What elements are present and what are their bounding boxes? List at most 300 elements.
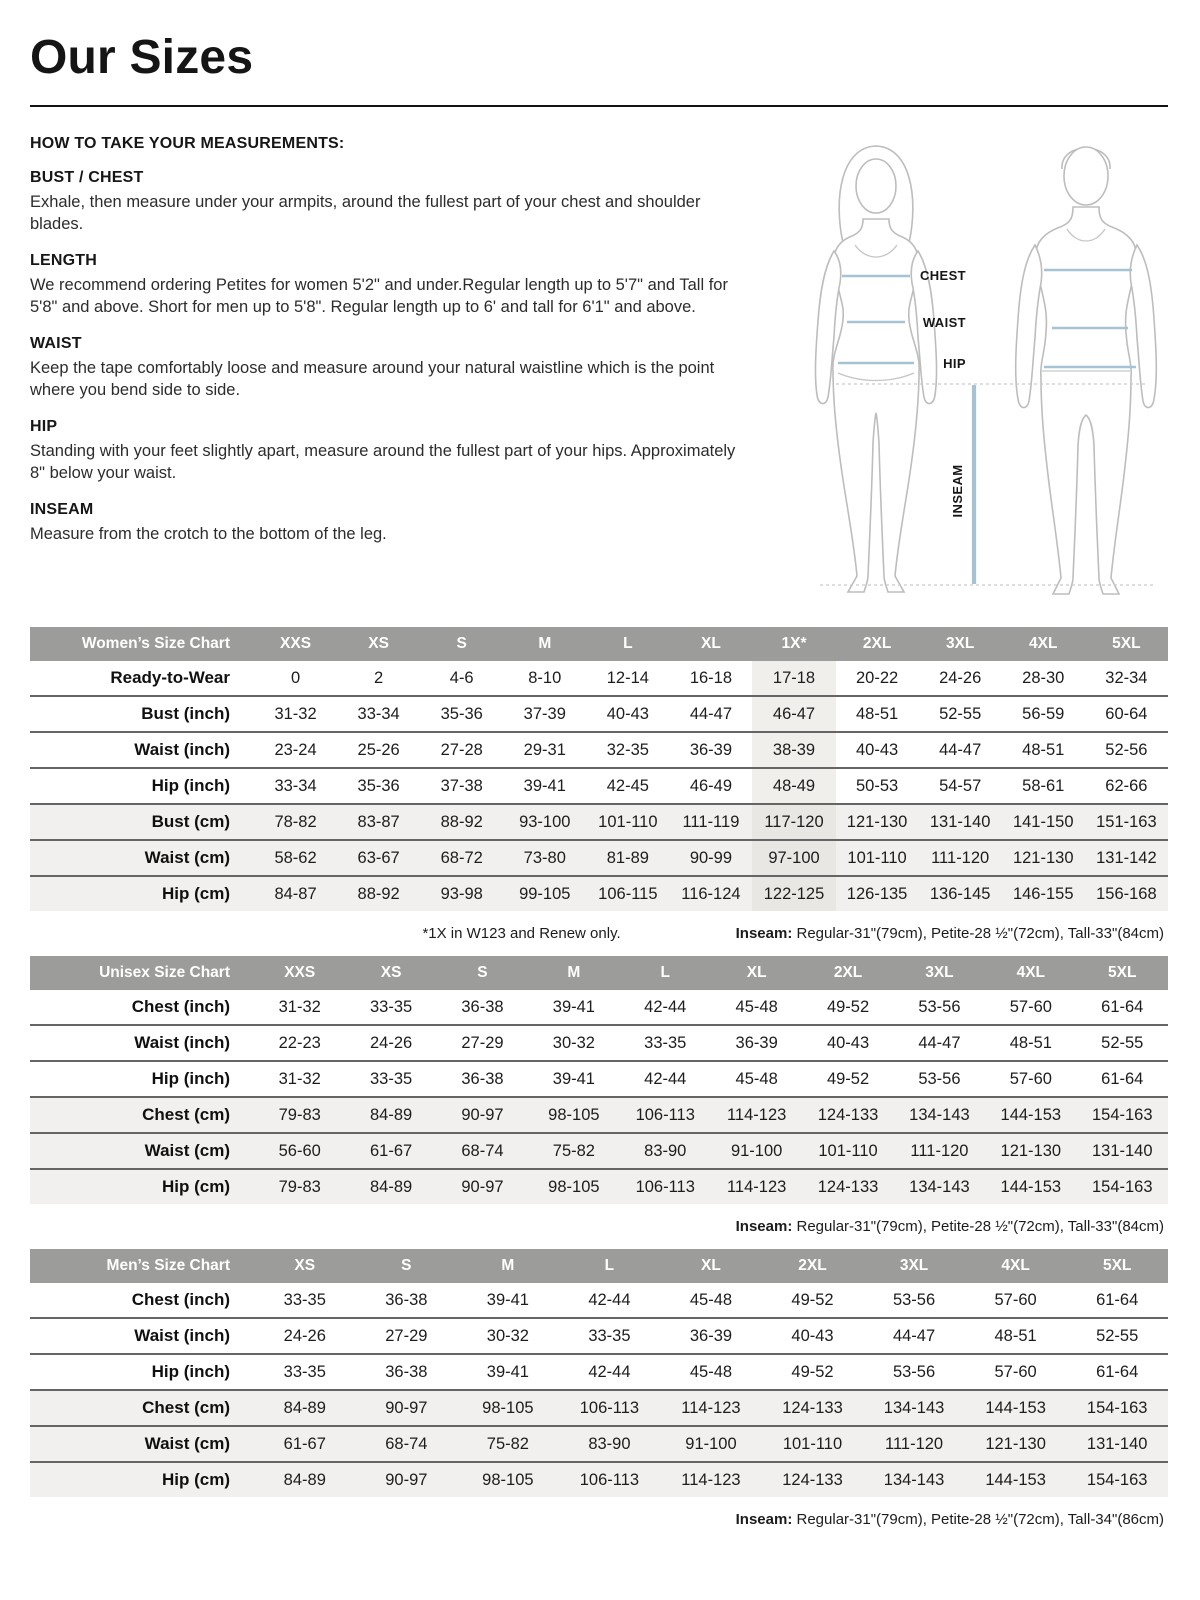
- mens-inseam-note: [736, 1511, 1164, 1528]
- male-right-arm: [1130, 245, 1156, 408]
- size-cell: 31-32: [274, 704, 317, 723]
- hip-label: HIP: [943, 356, 966, 371]
- size-cell: 49-52: [826, 997, 870, 1016]
- size-cell: 52-55: [1096, 1326, 1139, 1345]
- mens-size-chart-table: [30, 1249, 1168, 1497]
- row-label: Hip (cm): [30, 1462, 254, 1497]
- measurement-instructions: [30, 133, 765, 613]
- size-cell: 39-41: [552, 997, 595, 1016]
- size-cell: 27-28: [440, 740, 483, 759]
- size-column-header: M: [528, 956, 619, 990]
- size-cell: 56-59: [1022, 704, 1065, 723]
- unisex-size-chart-table: [30, 956, 1168, 1204]
- mens-chart-footnotes: [30, 1497, 1168, 1536]
- row-label: Ready-to-Wear: [110, 668, 230, 687]
- size-cell: 45-48: [735, 1069, 778, 1088]
- size-cell: 131-140: [919, 804, 1002, 840]
- inseam-note-label: Inseam:: [735, 1218, 793, 1235]
- size-cell: 75-82: [457, 1426, 559, 1462]
- size-cell: 154-163: [1066, 1462, 1168, 1497]
- size-cell: 63-67: [337, 840, 420, 876]
- size-cell: 83-90: [620, 1133, 711, 1169]
- size-cell: 29-31: [523, 740, 566, 759]
- size-cell: 25-26: [357, 740, 400, 759]
- size-column-header: XL: [660, 1249, 762, 1283]
- size-cell: 48-49: [752, 768, 835, 804]
- table-row: [30, 876, 1168, 911]
- size-cell: 98-105: [457, 1390, 559, 1426]
- size-cell: 39-41: [486, 1290, 529, 1309]
- section-heading: LENGTH: [30, 251, 97, 269]
- size-cell: 61-64: [1101, 1069, 1144, 1088]
- size-cell: 144-153: [965, 1390, 1067, 1426]
- size-cell: 141-150: [1002, 804, 1085, 840]
- size-column-header: L: [586, 627, 669, 661]
- size-cell: 121-130: [1002, 840, 1085, 876]
- section-heading: WAIST: [30, 334, 82, 352]
- size-column-header: XS: [254, 1249, 356, 1283]
- inseam-label: INSEAM: [950, 464, 965, 518]
- how-to-heading: HOW TO TAKE YOUR MEASUREMENTS:: [30, 135, 345, 152]
- size-cell: 117-120: [752, 804, 835, 840]
- size-cell: 36-38: [385, 1290, 428, 1309]
- size-cell: 22-23: [278, 1033, 321, 1052]
- size-cell: 28-30: [1022, 668, 1065, 687]
- size-cell: 61-67: [254, 1426, 356, 1462]
- size-cell: 0: [290, 668, 301, 687]
- size-cell: 156-168: [1085, 876, 1168, 911]
- size-cell: 124-133: [802, 1097, 893, 1133]
- size-cell: 79-83: [254, 1169, 345, 1204]
- size-cell: 131-140: [1077, 1133, 1168, 1169]
- size-cell: 93-100: [503, 804, 586, 840]
- size-column-header: 5XL: [1077, 956, 1168, 990]
- table-row: [30, 1426, 1168, 1462]
- male-body: [1036, 207, 1137, 594]
- size-cell: 32-35: [606, 740, 649, 759]
- size-cell: 49-52: [826, 1069, 870, 1088]
- size-cell: 32-34: [1105, 668, 1148, 687]
- male-face: [1064, 147, 1108, 205]
- size-cell: 124-133: [762, 1390, 864, 1426]
- size-column-header: XL: [711, 956, 802, 990]
- size-cell: 154-163: [1077, 1097, 1168, 1133]
- size-cell: 144-153: [965, 1462, 1067, 1497]
- table-row: [30, 1354, 1168, 1390]
- size-cell: 124-133: [802, 1169, 893, 1204]
- page-title: Our Sizes: [30, 31, 254, 84]
- table-row: [30, 1462, 1168, 1497]
- size-cell: 33-35: [369, 1069, 413, 1088]
- size-cell: 33-35: [588, 1326, 631, 1345]
- size-column-header: 2XL: [762, 1249, 864, 1283]
- body-figures-illustration: [776, 133, 1168, 613]
- size-column-header: S: [437, 956, 528, 990]
- size-cell: 106-113: [620, 1097, 711, 1133]
- size-cell: 38-39: [752, 732, 835, 768]
- size-cell: 68-74: [356, 1426, 458, 1462]
- table-title: Unisex Size Chart: [30, 956, 254, 990]
- size-cell: 56-60: [254, 1133, 345, 1169]
- inseam-note-label: Inseam:: [735, 1511, 793, 1528]
- size-column-header: 4XL: [965, 1249, 1067, 1283]
- size-cell: 114-123: [711, 1169, 802, 1204]
- size-cell: 98-105: [528, 1097, 619, 1133]
- size-cell: 106-113: [559, 1390, 661, 1426]
- size-cell: 111-120: [919, 840, 1002, 876]
- size-cell: 53-56: [892, 1362, 936, 1381]
- size-column-header: 2XL: [836, 627, 919, 661]
- size-cell: 61-64: [1101, 997, 1144, 1016]
- unisex-inseam-note: [736, 1218, 1164, 1235]
- size-cell: 39-41: [523, 776, 566, 795]
- size-cell: 20-22: [855, 668, 899, 687]
- womens-inseam-note: [736, 925, 1164, 942]
- size-cell: 36-39: [735, 1033, 778, 1052]
- size-cell: 93-98: [420, 876, 503, 911]
- row-label: Chest (cm): [30, 1390, 254, 1426]
- size-cell: 23-24: [274, 740, 317, 759]
- size-cell: 45-48: [689, 1290, 733, 1309]
- size-cell: 42-44: [588, 1362, 631, 1381]
- size-table: [30, 1249, 1168, 1497]
- size-cell: 121-130: [985, 1133, 1076, 1169]
- size-cell: 90-99: [669, 840, 752, 876]
- size-cell: 57-60: [1009, 997, 1052, 1016]
- size-cell: 126-135: [836, 876, 919, 911]
- size-cell: 2: [374, 668, 384, 687]
- size-cell: 88-92: [337, 876, 420, 911]
- womens-1x-footnote: *1X in W123 and Renew only.: [422, 925, 621, 942]
- unisex-chart-footnotes: [30, 1204, 1168, 1243]
- table-row: [30, 1169, 1168, 1204]
- inseam-note-text: Regular-31"(79cm), Petite-28 ½"(72cm), Tall-33"(84cm): [792, 1218, 1164, 1235]
- size-column-header: 1X*: [752, 627, 835, 661]
- section-bust-chest: [30, 169, 765, 236]
- size-column-header: 3XL: [863, 1249, 965, 1283]
- size-cell: 52-55: [939, 704, 982, 723]
- size-cell: 134-143: [863, 1462, 965, 1497]
- size-cell: 106-115: [586, 876, 669, 911]
- size-cell: 44-47: [689, 704, 733, 723]
- size-cell: 58-62: [254, 840, 337, 876]
- size-cell: 44-47: [892, 1326, 936, 1345]
- size-cell: 30-32: [552, 1033, 595, 1052]
- section-length: [30, 252, 765, 319]
- size-cell: 62-66: [1105, 776, 1148, 795]
- size-cell: 83-87: [337, 804, 420, 840]
- size-cell: 116-124: [669, 876, 752, 911]
- size-cell: 101-110: [802, 1133, 893, 1169]
- table-row: [30, 1390, 1168, 1426]
- size-cell: 57-60: [994, 1362, 1037, 1381]
- size-cell: 36-38: [461, 997, 504, 1016]
- size-cell: 27-29: [461, 1033, 504, 1052]
- size-cell: 73-80: [503, 840, 586, 876]
- size-cell: 84-89: [254, 1462, 356, 1497]
- size-cell: 24-26: [283, 1326, 326, 1345]
- size-cell: 134-143: [863, 1390, 965, 1426]
- size-column-header: XL: [669, 627, 752, 661]
- size-cell: 49-52: [791, 1362, 834, 1381]
- inseam-note-label: Inseam:: [735, 925, 793, 942]
- row-label: Bust (inch): [141, 704, 230, 723]
- size-cell: 91-100: [711, 1133, 802, 1169]
- table-row: [30, 661, 1168, 696]
- size-cell: 106-113: [620, 1169, 711, 1204]
- size-cell: 36-39: [689, 1326, 733, 1345]
- size-cell: 48-51: [1022, 740, 1065, 759]
- size-cell: 33-35: [283, 1290, 326, 1309]
- table-row: [30, 804, 1168, 840]
- size-cell: 97-100: [752, 840, 835, 876]
- row-label: Hip (inch): [151, 1069, 230, 1088]
- male-left-arm: [1016, 245, 1042, 408]
- size-cell: 124-133: [762, 1462, 864, 1497]
- size-cell: 53-56: [892, 1290, 936, 1309]
- size-column-header: 5XL: [1085, 627, 1168, 661]
- size-cell: 114-123: [660, 1390, 762, 1426]
- size-cell: 30-32: [486, 1326, 529, 1345]
- size-cell: 134-143: [894, 1169, 985, 1204]
- size-cell: 60-64: [1105, 704, 1148, 723]
- row-label: Bust (cm): [30, 804, 254, 840]
- size-cell: 111-119: [669, 804, 752, 840]
- section-hip: [30, 418, 765, 485]
- size-cell: 58-61: [1022, 776, 1065, 795]
- size-cell: 68-72: [420, 840, 503, 876]
- table-row: [30, 1318, 1168, 1354]
- row-label: Waist (cm): [30, 1426, 254, 1462]
- size-column-header: L: [620, 956, 711, 990]
- size-cell: 31-32: [278, 1069, 321, 1088]
- size-cell: 90-97: [437, 1097, 528, 1133]
- table-row: [30, 1283, 1168, 1318]
- section-waist: [30, 335, 765, 402]
- size-cell: 16-18: [689, 668, 733, 687]
- size-column-header: XXS: [254, 627, 337, 661]
- section-heading: INSEAM: [30, 500, 94, 518]
- size-cell: 75-82: [528, 1133, 619, 1169]
- title-divider: [30, 105, 1168, 107]
- size-column-header: 2XL: [802, 956, 893, 990]
- size-cell: 44-47: [939, 740, 982, 759]
- size-cell: 98-105: [457, 1462, 559, 1497]
- size-cell: 50-53: [855, 776, 899, 795]
- size-cell: 53-56: [918, 997, 961, 1016]
- size-cell: 101-110: [836, 840, 919, 876]
- size-cell: 91-100: [660, 1426, 762, 1462]
- chest-label: CHEST: [919, 268, 966, 283]
- size-cell: 37-39: [523, 704, 566, 723]
- size-cell: 81-89: [586, 840, 669, 876]
- size-cell: 48-51: [1009, 1033, 1052, 1052]
- size-cell: 33-35: [283, 1362, 326, 1381]
- size-cell: 31-32: [278, 997, 321, 1016]
- size-cell: 46-49: [689, 776, 733, 795]
- row-label: Hip (inch): [151, 1362, 230, 1381]
- row-label: Hip (inch): [151, 776, 230, 795]
- size-cell: 101-110: [762, 1426, 864, 1462]
- size-cell: 39-41: [552, 1069, 595, 1088]
- size-cell: 61-64: [1096, 1290, 1139, 1309]
- section-body: Exhale, then measure under your armpits, around the fullest part of your chest and shoulder blades.: [30, 193, 701, 233]
- size-column-header: 3XL: [919, 627, 1002, 661]
- size-cell: 61-64: [1096, 1362, 1139, 1381]
- table-title: Men’s Size Chart: [30, 1249, 254, 1283]
- size-cell: 83-90: [559, 1426, 661, 1462]
- row-label: Hip (cm): [30, 1169, 254, 1204]
- size-cell: 35-36: [357, 776, 400, 795]
- size-cell: 33-35: [369, 997, 413, 1016]
- size-cell: 90-97: [356, 1462, 458, 1497]
- size-cell: 122-125: [752, 876, 835, 911]
- size-column-header: XS: [337, 627, 420, 661]
- row-label: Waist (cm): [30, 840, 254, 876]
- size-cell: 40-43: [855, 740, 899, 759]
- section-body: Keep the tape comfortably loose and measure around your natural waistline which is the point where you bend side to side.: [30, 358, 715, 399]
- size-cell: 42-45: [606, 776, 649, 795]
- size-cell: 33-35: [644, 1033, 687, 1052]
- row-label: Waist (inch): [134, 1033, 230, 1052]
- row-label: Hip (cm): [30, 876, 254, 911]
- size-cell: 36-39: [689, 740, 733, 759]
- table-row: [30, 990, 1168, 1025]
- size-cell: 36-38: [385, 1362, 428, 1381]
- size-cell: 40-43: [606, 704, 649, 723]
- size-cell: 84-87: [254, 876, 337, 911]
- size-cell: 131-140: [1066, 1426, 1168, 1462]
- size-cell: 54-57: [939, 776, 982, 795]
- size-cell: 154-163: [1066, 1390, 1168, 1426]
- size-cell: 4-6: [449, 668, 474, 687]
- female-face: [856, 159, 896, 213]
- inseam-note-text: Regular-31"(79cm), Petite-28 ½"(72cm), Tall-33"(84cm): [792, 925, 1164, 942]
- size-cell: 111-120: [863, 1426, 965, 1462]
- size-cell: 134-143: [894, 1097, 985, 1133]
- size-cell: 84-89: [254, 1390, 356, 1426]
- size-cell: 136-145: [919, 876, 1002, 911]
- womens-size-chart: [30, 627, 1168, 950]
- section-body: We recommend ordering Petites for women 5'2" and under.Regular length up to 5'7" and Tall for 5'8" and above. Short for men up to 5'8". Regular length up to 6' and tall for 6'1" and above.: [30, 275, 728, 316]
- size-cell: 131-142: [1085, 840, 1168, 876]
- table-row: [30, 696, 1168, 732]
- size-cell: 33-34: [274, 776, 317, 795]
- size-cell: 79-83: [254, 1097, 345, 1133]
- row-label: Waist (inch): [134, 740, 230, 759]
- size-cell: 154-163: [1077, 1169, 1168, 1204]
- size-cell: 114-123: [660, 1462, 762, 1497]
- section-body: Measure from the crotch to the bottom of the leg.: [30, 524, 387, 543]
- size-column-header: 5XL: [1066, 1249, 1168, 1283]
- size-cell: 90-97: [437, 1169, 528, 1204]
- size-cell: 40-43: [826, 1033, 870, 1052]
- table-row: [30, 732, 1168, 768]
- body-measurement-diagram: [765, 133, 1168, 613]
- row-label: Waist (cm): [30, 1133, 254, 1169]
- table-row: [30, 1133, 1168, 1169]
- size-column-header: 4XL: [985, 956, 1076, 990]
- size-cell: 42-44: [644, 997, 687, 1016]
- size-column-header: S: [420, 627, 503, 661]
- size-column-header: 4XL: [1002, 627, 1085, 661]
- size-cell: 42-44: [644, 1069, 687, 1088]
- section-heading: HIP: [30, 417, 58, 435]
- inseam-note-text: Regular-31"(79cm), Petite-28 ½"(72cm), Tall-34"(86cm): [792, 1511, 1164, 1528]
- size-cell: 52-56: [1105, 740, 1148, 759]
- table-title: Women’s Size Chart: [30, 627, 254, 661]
- size-cell: 48-51: [994, 1326, 1037, 1345]
- size-cell: 24-26: [939, 668, 982, 687]
- size-cell: 111-120: [894, 1133, 985, 1169]
- size-cell: 146-155: [1002, 876, 1085, 911]
- size-cell: 45-48: [735, 997, 778, 1016]
- size-table: [30, 627, 1168, 911]
- size-cell: 114-123: [711, 1097, 802, 1133]
- section-inseam: [30, 501, 765, 546]
- table-row: [30, 768, 1168, 804]
- row-label: Waist (inch): [134, 1326, 230, 1345]
- size-cell: 57-60: [1009, 1069, 1052, 1088]
- size-cell: 68-74: [437, 1133, 528, 1169]
- size-cell: 40-43: [791, 1326, 834, 1345]
- size-cell: 57-60: [994, 1290, 1037, 1309]
- unisex-size-chart: [30, 956, 1168, 1243]
- size-cell: 101-110: [586, 804, 669, 840]
- size-cell: 84-89: [345, 1097, 436, 1133]
- size-cell: 39-41: [486, 1362, 529, 1381]
- size-cell: 78-82: [254, 804, 337, 840]
- size-cell: 36-38: [461, 1069, 504, 1088]
- size-cell: 99-105: [503, 876, 586, 911]
- size-cell: 46-47: [752, 696, 835, 732]
- size-column-header: XS: [345, 956, 436, 990]
- section-heading: BUST / CHEST: [30, 169, 144, 186]
- size-column-header: M: [503, 627, 586, 661]
- size-cell: 27-29: [385, 1326, 428, 1345]
- size-cell: 106-113: [559, 1462, 661, 1497]
- size-cell: 88-92: [420, 804, 503, 840]
- section-body: Standing with your feet slightly apart, measure around the fullest part of your hips. Approximately 8" below your waist.: [30, 441, 736, 482]
- size-cell: 144-153: [985, 1169, 1076, 1204]
- size-cell: 121-130: [965, 1426, 1067, 1462]
- size-cell: 17-18: [752, 661, 835, 696]
- size-cell: 48-51: [855, 704, 899, 723]
- size-cell: 98-105: [528, 1169, 619, 1204]
- row-label: Chest (inch): [131, 997, 230, 1016]
- table-row: [30, 1025, 1168, 1061]
- size-cell: 12-14: [606, 668, 649, 687]
- size-cell: 121-130: [836, 804, 919, 840]
- size-cell: 33-34: [357, 704, 400, 723]
- size-column-header: 3XL: [894, 956, 985, 990]
- row-label: Chest (inch): [131, 1290, 230, 1309]
- size-cell: 44-47: [918, 1033, 961, 1052]
- size-cell: 61-67: [345, 1133, 436, 1169]
- size-cell: 42-44: [588, 1290, 631, 1309]
- womens-size-chart-table: [30, 627, 1168, 911]
- size-cell: 37-38: [440, 776, 483, 795]
- size-column-header: XXS: [254, 956, 345, 990]
- size-cell: 151-163: [1085, 804, 1168, 840]
- womens-chart-footnotes: [30, 911, 1168, 950]
- table-row: [30, 1061, 1168, 1097]
- size-cell: 90-97: [356, 1390, 458, 1426]
- measurement-guide: [30, 133, 1168, 613]
- size-cell: 35-36: [440, 704, 483, 723]
- size-cell: 8-10: [528, 668, 562, 687]
- size-cell: 49-52: [791, 1290, 834, 1309]
